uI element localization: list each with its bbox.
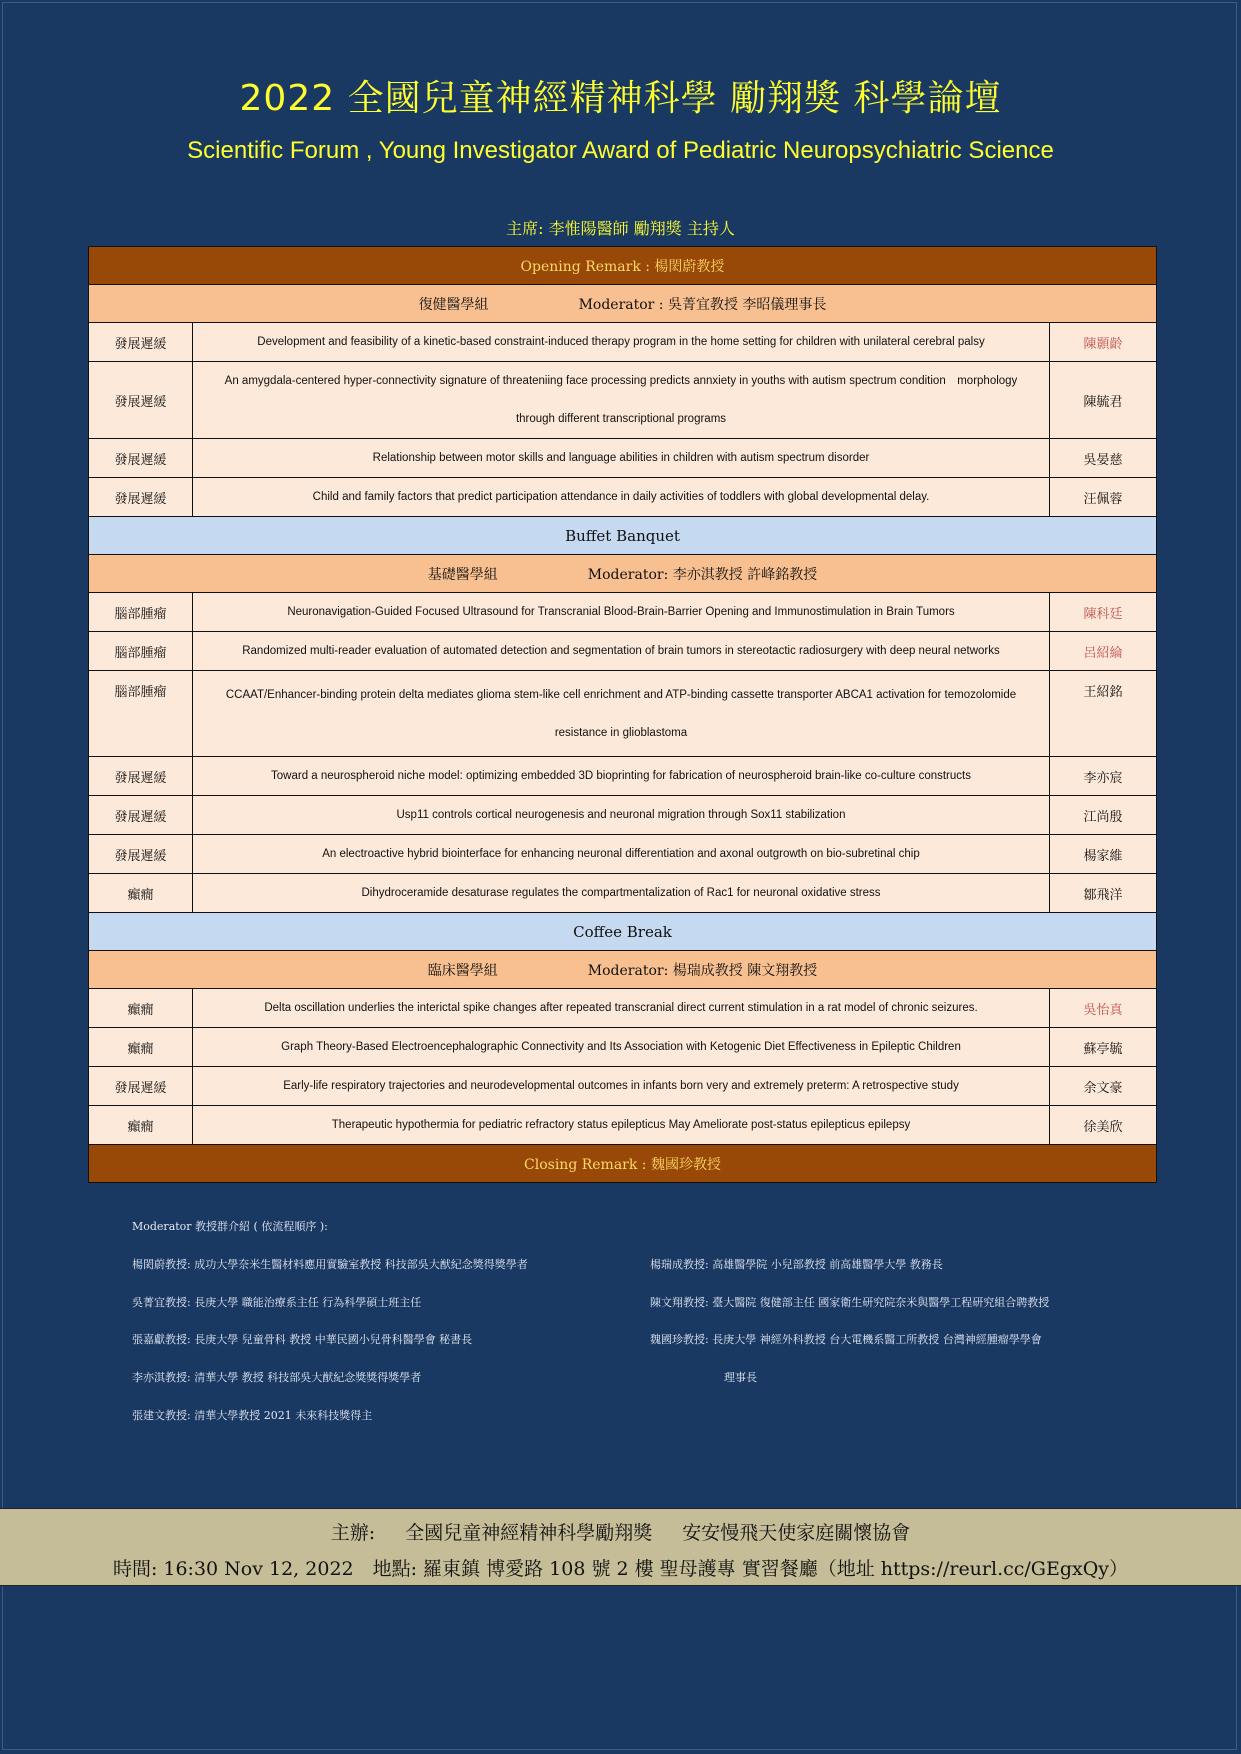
talk-category: 發展遲緩 [89, 439, 193, 478]
buffet-banquet: Buffet Banquet [89, 517, 1157, 555]
talk-category: 發展遲緩 [89, 757, 193, 796]
footer-banner [0, 1508, 1241, 1586]
moderator-item: 陳文翔教授: 臺大醫院 復健部主任 國家衛生研究院奈米與醫學工程研究組合聘教授 [650, 1296, 1050, 1309]
talk-speaker: 鄒飛洋 [1050, 874, 1157, 913]
group-name: 臨床醫學組 [427, 962, 498, 979]
moderator-item: 張嘉獻教授: 長庚大學 兒童骨科 教授 中華民國小兒骨科醫學會 秘書長 [132, 1333, 473, 1346]
talk-row [89, 989, 1157, 1028]
break-row [89, 517, 1157, 555]
group-header-basic [89, 555, 1157, 593]
opening-row [89, 247, 1157, 285]
talk-topic: Relationship between motor skills and language abilities in children with autism spectrum disorder [193, 439, 1050, 478]
talk-topic: Randomized multi-reader evaluation of automated detection and segmentation of brain tumors in stereotactic radiosurgery with deep neural networks [193, 632, 1050, 671]
talk-speaker: 陳科廷 [1050, 593, 1157, 632]
talk-category: 發展遲緩 [89, 1067, 193, 1106]
group-header-rehab [89, 285, 1157, 323]
moderator-item: 楊瑞成教授: 高雄醫學院 小兒部教授 前高雄醫學大學 教務長 [650, 1258, 943, 1271]
talk-speaker: 李亦宸 [1050, 757, 1157, 796]
talk-row [89, 478, 1157, 517]
talk-category: 發展遲緩 [89, 323, 193, 362]
talk-topic-line: CCAAT/Enhancer-binding protein delta mediates glioma stem-like cell enrichment and ATP-binding cassette transporter ABCA1 activation for temozolomide [225, 688, 1017, 701]
organizer-name: 安安慢飛天使家庭關懷協會 [682, 1522, 911, 1544]
talk-topic: Neuronavigation-Guided Focused Ultrasound for Transcranial Blood-Brain-Barrier Opening and Immunostimulation in Brain Tumors [193, 593, 1050, 632]
talk-row [89, 1106, 1157, 1145]
talk-row [89, 632, 1157, 671]
talk-topic-line: through different transcriptional programs [515, 413, 727, 425]
moderator-item: 張建文教授: 清華大學教授 2021 未來科技獎得主 [132, 1409, 373, 1422]
talk-row [89, 874, 1157, 913]
talk-topic: Early-life respiratory trajectories and neurodevelopmental outcomes in infants born very and extremely preterm: A retrospective study [193, 1067, 1050, 1106]
talk-speaker: 陳顥齡 [1050, 323, 1157, 362]
talk-category: 癲癇 [89, 874, 193, 913]
closing-remark: Closing Remark : 魏國珍教授 [89, 1145, 1157, 1183]
moderator-item: 吳菁宜教授: 長庚大學 職能治療系主任 行為科學碩士班主任 [132, 1296, 422, 1309]
talk-topic [193, 362, 1050, 439]
page-subtitle: Scientific Forum , Young Investigator Award of Pediatric Neuropsychiatric Science [187, 137, 1054, 164]
moderator-item: 楊閎蔚教授: 成功大學奈米生醫材料應用實驗室教授 科技部吳大猷紀念獎得獎學者 [132, 1258, 528, 1271]
talk-topic: An electroactive hybrid biointerface for enhancing neuronal differentiation and axonal outgrowth on bio-subretinal chip [193, 835, 1050, 874]
talk-topic: Usp11 controls cortical neurogenesis and neuronal migration through Sox11 stabilization [193, 796, 1050, 835]
group-row [89, 951, 1157, 989]
talk-category: 癲癇 [89, 1028, 193, 1067]
talk-row [89, 439, 1157, 478]
group-row [89, 555, 1157, 593]
moderator-item-continued: 理事長 [724, 1371, 757, 1384]
group-name: 復健醫學組 [418, 296, 489, 313]
talk-topic: Dihydroceramide desaturase regulates the compartmentalization of Rac1 for neuronal oxidative stress [193, 874, 1050, 913]
talk-row [89, 323, 1157, 362]
group-row [89, 285, 1157, 323]
talk-topic-line: resistance in glioblastoma [554, 726, 688, 739]
group-moderator: Moderator: 李亦淇教授 許峰銘教授 [587, 566, 818, 583]
opening-remark: Opening Remark : 楊閎蔚教授 [89, 247, 1157, 285]
talk-speaker: 王紹銘 [1050, 671, 1157, 757]
talk-row [89, 835, 1157, 874]
talk-row [89, 796, 1157, 835]
talk-speaker: 吳怡真 [1050, 989, 1157, 1028]
group-name: 基礎醫學組 [427, 566, 498, 583]
closing-row [89, 1145, 1157, 1183]
page-title: 2022 全國兒童神經精神科學 勵翔獎 科學論壇 [239, 78, 1002, 119]
talk-topic: Therapeutic hypothermia for pediatric refractory status epilepticus May Ameliorate post-status epilepticus epilepsy [193, 1106, 1050, 1145]
talk-speaker: 楊家維 [1050, 835, 1157, 874]
organizer-name: 全國兒童神經精神科學勵翔獎 [405, 1522, 653, 1544]
talk-speaker: 汪佩蓉 [1050, 478, 1157, 517]
talk-category: 癲癇 [89, 1106, 193, 1145]
group-moderator: Moderator : 吳菁宜教授 李昭儀理事長 [578, 296, 827, 313]
moderator-heading: Moderator 教授群介紹 ( 依流程順序 ): [132, 1220, 328, 1233]
talk-topic: Toward a neurospheroid niche model: optimizing embedded 3D bioprinting for fabrication of neurospheroid brain-like co-culture constructs [193, 757, 1050, 796]
group-moderator: Moderator: 楊瑞成教授 陳文翔教授 [587, 962, 818, 979]
moderator-item: 李亦淇教授: 清華大學 教授 科技部吳大猷紀念獎獎得獎學者 [132, 1371, 422, 1384]
group-header-clinical [89, 951, 1157, 989]
organizer-label: 主辦: [330, 1522, 376, 1544]
coffee-break: Coffee Break [89, 913, 1157, 951]
talk-speaker: 吳晏慈 [1050, 439, 1157, 478]
talk-row [89, 362, 1157, 439]
moderator-item: 魏國珍教授: 長庚大學 神經外科教授 台大電機系醫工所教授 台灣神經腫瘤學學會 [650, 1333, 1042, 1346]
talk-row [89, 1028, 1157, 1067]
program-table [88, 246, 1157, 1183]
talk-topic [193, 671, 1050, 757]
talk-speaker: 陳毓君 [1050, 362, 1157, 439]
organizer-line [0, 1518, 1241, 1545]
talk-category: 發展遲緩 [89, 362, 193, 439]
talk-category: 腦部腫瘤 [89, 671, 193, 757]
talk-category: 發展遲緩 [89, 796, 193, 835]
talk-speaker: 江尚殷 [1050, 796, 1157, 835]
talk-category: 發展遲緩 [89, 478, 193, 517]
talk-row [89, 671, 1157, 757]
talk-row [89, 1067, 1157, 1106]
talk-topic: Child and family factors that predict participation attendance in daily activities of toddlers with global developmental delay. [193, 478, 1050, 517]
talk-topic: Development and feasibility of a kinetic-based constraint-induced therapy program in the home setting for children with unilateral cerebral palsy [193, 323, 1050, 362]
time-venue-line: 時間: 16:30 Nov 12, 2022 地點: 羅東鎮 博愛路 108 號 2 樓 聖母護專 實習餐廳（地址 https://reurl.cc/GEgxQy） [112, 1558, 1129, 1580]
talk-row [89, 757, 1157, 796]
talk-topic: Delta oscillation underlies the interictal spike changes after repeated transcranial direct current stimulation in a rat model of chronic seizures. [193, 989, 1050, 1028]
talk-category: 發展遲緩 [89, 835, 193, 874]
talk-speaker: 徐美欣 [1050, 1106, 1157, 1145]
talk-category: 腦部腫瘤 [89, 632, 193, 671]
chair-line: 主席: 李惟陽醫師 勵翔獎 主持人 [506, 219, 735, 238]
talk-category: 癲癇 [89, 989, 193, 1028]
talk-row [89, 593, 1157, 632]
talk-speaker: 呂紹綸 [1050, 632, 1157, 671]
break-row [89, 913, 1157, 951]
talk-speaker: 余文豪 [1050, 1067, 1157, 1106]
talk-speaker: 蘇亭毓 [1050, 1028, 1157, 1067]
talk-category: 腦部腫瘤 [89, 593, 193, 632]
talk-topic-line: An amygdala-centered hyper-connectivity signature of threateniing face processing predicts annxiety in youths with autism spectrum condition morphology [224, 375, 1018, 387]
talk-topic: Graph Theory-Based Electroencephalographic Connectivity and Its Association with Ketogenic Diet Effectiveness in Epileptic Children [193, 1028, 1050, 1067]
